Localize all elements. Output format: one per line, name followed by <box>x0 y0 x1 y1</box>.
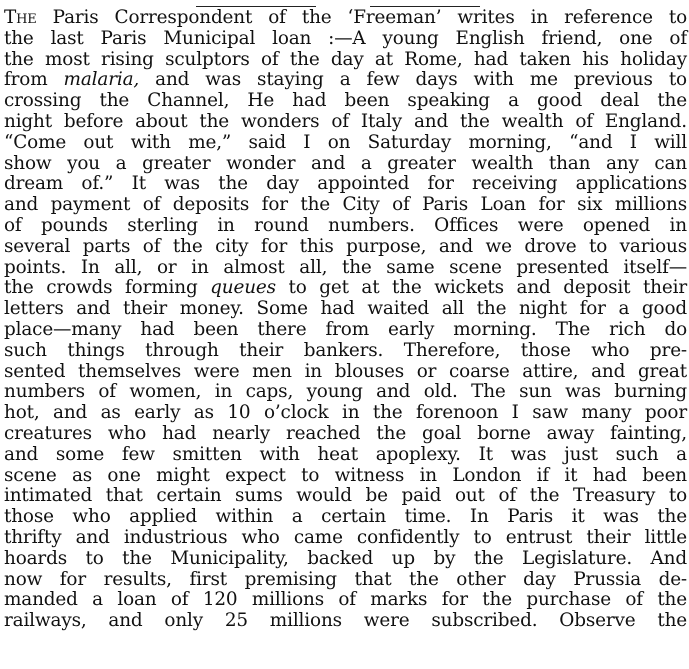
text-line-content: such things through their bankers. Therefore, those who pre- <box>4 339 687 361</box>
text-line <box>4 320 687 341</box>
text-line-content: the crowds forming <box>4 277 211 299</box>
text-line-content: intimated that certain sums would be paid out of the Treasury to <box>4 485 687 507</box>
text-line-content: points. In all, or in almost all, the same scene presented itself— <box>4 256 687 278</box>
text-line <box>4 549 687 570</box>
text-line-content: those who applied within a certain time. In Paris it was the <box>4 506 687 528</box>
text-line <box>4 570 687 591</box>
text-line <box>4 70 687 91</box>
text-line-content: manded a loan of 120 millions of marks for the purchase of the <box>4 589 687 611</box>
text-line-content: hoards to the Municipality, backed up by the Legislature. And <box>4 547 687 569</box>
text-line <box>4 445 687 466</box>
text-line <box>4 528 687 549</box>
text-line <box>4 154 687 175</box>
text-line <box>4 466 687 487</box>
text-line <box>4 258 687 279</box>
text-line-content: the last Paris Municipal loan :—A young English friend, one of <box>4 27 687 49</box>
text-line <box>4 237 687 258</box>
text-line-content: dream of.” It was the day appointed for receiving applications <box>4 173 687 195</box>
text-line-content: and some few smitten with heat apoplexy. It was just such a <box>4 443 687 465</box>
text-line <box>4 382 687 403</box>
text-line-content: and payment of deposits for the City of Paris Loan for six millions <box>4 194 687 216</box>
text-line-content: thrifty and industrious who came confidently to entrust their little <box>4 526 687 548</box>
text-line-content: night before about the wonders of Italy and the wealth of England. <box>4 110 687 132</box>
text-line <box>4 91 687 112</box>
text-line-content: and was staying a few days with me previous to <box>139 69 687 91</box>
italic-word: malaria, <box>63 69 140 91</box>
text-line-content: “Come out with me,” said I on Saturday morning, “and I will <box>4 131 687 153</box>
text-line-content: show you a greater wonder and a greater wealth than any can <box>4 152 687 174</box>
text-line-content: several parts of the city for this purpose, and we drove to various <box>4 235 687 257</box>
text-line <box>4 403 687 424</box>
text-line <box>4 29 687 50</box>
text-line-content: now for results, first premising that the other day Prussia de- <box>4 568 687 590</box>
text-line-content: numbers of women, in caps, young and old. The sun was burning <box>4 381 687 403</box>
text-line-content: Paris Correspondent of the ‘Freeman’ writes in reference to <box>36 7 687 28</box>
text-line <box>4 278 687 299</box>
text-line-content: letters and their money. Some had waited all the night for a good <box>4 298 687 320</box>
text-line-content: scene as one might expect to witness in London if it had been <box>4 464 687 486</box>
text-line <box>4 362 687 383</box>
text-line-content: place—many had been there from early morning. The rich do <box>4 318 687 340</box>
text-line-content: creatures who had nearly reached the goal borne away fainting, <box>4 422 687 444</box>
text-line-content: to get at the wickets and deposit their <box>275 277 687 299</box>
text-line <box>4 299 687 320</box>
text-line-content: of pounds sterling in round numbers. Offices were opened in <box>4 214 687 236</box>
text-line-content: sented themselves were men in blouses or coarse attire, and great <box>4 360 687 382</box>
text-line <box>4 424 687 445</box>
text-line-content: crossing the Channel, He had been speaking a good deal the <box>4 90 687 112</box>
text-line <box>4 112 687 133</box>
text-line <box>4 216 687 237</box>
text-line-content: railways, and only 25 millions were subscribed. Observe the <box>4 610 687 632</box>
text-line <box>4 195 687 216</box>
text-line <box>4 174 687 195</box>
text-line <box>4 486 687 507</box>
text-line-content: hot, and as early as 10 o’clock in the forenoon I saw many poor <box>4 402 687 424</box>
article-body <box>4 8 687 632</box>
text-line-content: from <box>4 69 64 91</box>
text-line <box>4 133 687 154</box>
lead-word: The <box>4 7 37 28</box>
text-line <box>4 590 687 611</box>
text-line <box>4 8 687 29</box>
text-line-content: the most rising sculptors of the day at Rome, had taken his holiday <box>4 48 687 70</box>
text-line <box>4 611 687 632</box>
text-line <box>4 507 687 528</box>
italic-word: queues <box>210 277 276 299</box>
text-line <box>4 50 687 71</box>
text-line <box>4 341 687 362</box>
